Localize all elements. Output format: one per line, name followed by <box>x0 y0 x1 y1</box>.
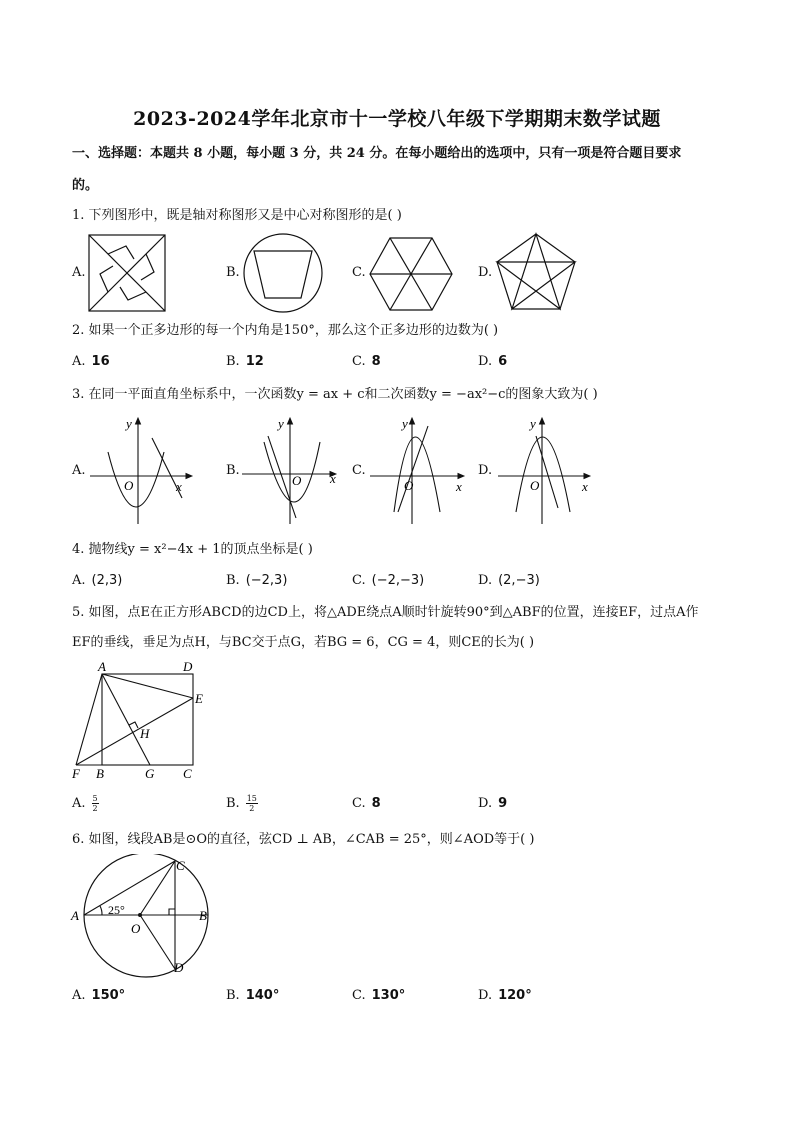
q6-point-b: B <box>199 908 207 923</box>
q1-figure-d-pentagon-star <box>495 232 577 312</box>
q1-figure-c-hexagon <box>368 236 454 312</box>
q3-label-b: B. <box>226 463 240 478</box>
q3-b-origin: O <box>292 473 302 488</box>
q6-option-c[interactable]: C. 130° <box>352 988 406 1003</box>
q3-graph-d <box>494 412 598 526</box>
q3-c-origin: O <box>404 478 414 493</box>
question-3-text: 3. 在同一平面直角坐标系中，一次函数y = ax + c和二次函数y = −ax²−c的图象大致为( ) <box>72 387 598 402</box>
question-4-text: 4. 抛物线y = x²−4x + 1的顶点坐标是( ) <box>72 542 313 557</box>
q6-option-d[interactable]: D. 120° <box>478 988 532 1003</box>
question-5-text-line1: 5. 如图，点E在正方形ABCD的边CD上，将△ADE绕点A顺时针旋转90°到△ABF的位置，连接EF，过点A作 <box>72 605 699 620</box>
q5-option-a[interactable]: A. $\frac{5}{2}$ <box>72 794 98 813</box>
q5-point-g: G <box>145 766 155 780</box>
q4-option-d[interactable]: D. (2,−3) <box>478 573 540 588</box>
q2-option-d[interactable]: D. 6 <box>478 354 508 369</box>
q4-option-b[interactable]: B. (−2,3) <box>226 573 288 588</box>
q6-figure-circle-diameter <box>68 854 218 978</box>
q5-point-e: E <box>195 691 203 706</box>
q3-graph-b <box>240 412 352 526</box>
q6-angle-label: 25° <box>108 903 125 917</box>
q1-label-b: B. <box>226 265 240 280</box>
q5-point-b: B <box>96 766 104 780</box>
q3-b-axis-x: x <box>330 471 336 486</box>
q2-option-c[interactable]: C. 8 <box>352 354 381 369</box>
q3-a-axis-x: x <box>176 479 182 494</box>
question-2-text: 2. 如果一个正多边形的每一个内角是150°，那么这个正多边形的边数为( ) <box>72 323 499 338</box>
q3-d-axis-y: y <box>530 416 536 431</box>
q3-label-a: A. <box>72 463 86 478</box>
q5-option-d[interactable]: D. 9 <box>478 796 508 811</box>
q3-d-origin: O <box>530 478 540 493</box>
q1-figure-a-pinwheel-square <box>88 234 166 312</box>
q4-option-a[interactable]: A. (2,3) <box>72 573 123 588</box>
q5-figure-square-rotation <box>68 658 208 780</box>
q3-b-axis-y: y <box>278 416 284 431</box>
q1-label-a: A. <box>72 265 86 280</box>
question-1-text: 1. 下列图形中，既是轴对称图形又是中心对称图形的是( ) <box>72 208 402 223</box>
page-title: 2023-2024学年北京市十一学校八年级下学期期末数学试题 <box>133 108 661 130</box>
q1-label-d: D. <box>478 265 493 280</box>
section-header-line1: 一、选择题：本题共 8 小题，每小题 3 分，共 24 分。在每小题给出的选项中，只有一项是符合题目要求 <box>72 146 682 161</box>
q3-graph-a <box>88 412 200 526</box>
q5-point-f: F <box>72 766 80 780</box>
q1-label-c: C. <box>352 265 366 280</box>
q3-label-c: C. <box>352 463 366 478</box>
q3-d-axis-x: x <box>582 479 588 494</box>
q3-a-axis-y: y <box>126 416 132 431</box>
section-header-line2: 的。 <box>72 178 99 193</box>
question-5-text-line2: EF的垂线，垂足为点H，与BC交于点G，若BG = 6，CG = 4，则CE的长为( ) <box>72 635 535 650</box>
q5-point-h: H <box>140 726 150 741</box>
q2-option-b[interactable]: B. 12 <box>226 354 264 369</box>
question-6-text: 6. 如图，线段AB是⊙O的直径，弦CD ⊥ AB，∠CAB = 25°，则∠AOD等于( ) <box>72 832 535 847</box>
q2-option-a[interactable]: A. 16 <box>72 354 110 369</box>
q3-c-axis-y: y <box>402 416 408 431</box>
q1-figure-b-circle-trapezoid <box>242 232 324 314</box>
q6-point-a: A <box>71 908 79 923</box>
q3-graph-c <box>368 412 480 526</box>
q6-point-o: O <box>131 921 141 936</box>
q5-option-c[interactable]: C. 8 <box>352 796 381 811</box>
q6-point-d: D <box>174 960 184 975</box>
q6-option-b[interactable]: B. 140° <box>226 988 280 1003</box>
q3-c-axis-x: x <box>456 479 462 494</box>
q5-option-b[interactable]: B. $\frac{15}{2}$ <box>226 794 257 813</box>
q6-point-c: C <box>176 858 185 873</box>
q3-a-origin: O <box>124 478 134 493</box>
q5-point-a: A <box>98 659 106 674</box>
q4-option-c[interactable]: C. (−2,−3) <box>352 573 425 588</box>
q3-label-d: D. <box>478 463 493 478</box>
q6-option-a[interactable]: A. 150° <box>72 988 126 1003</box>
q5-point-c: C <box>183 766 192 780</box>
q5-point-d: D <box>183 659 193 674</box>
